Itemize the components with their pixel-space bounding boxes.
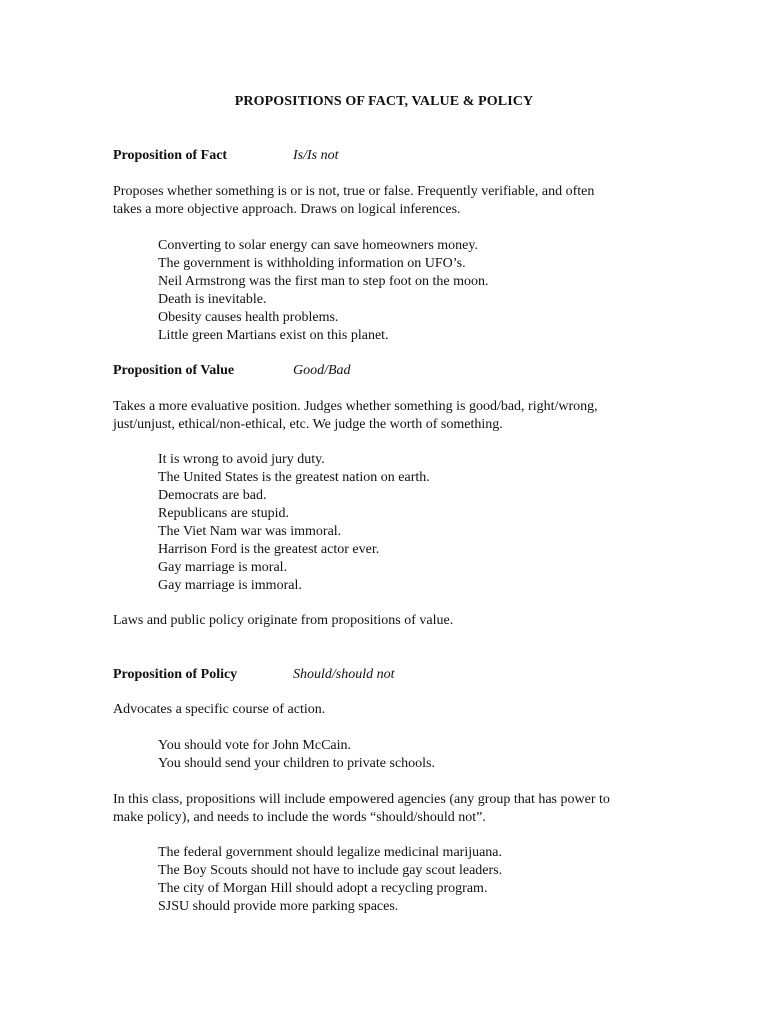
value-heading: Proposition of Value: [113, 363, 235, 378]
value-description-line: just/unjust, ethical/non-ethical, etc. We judge the worth of something.: [113, 417, 503, 432]
value-tag: Good/Bad: [293, 363, 351, 378]
policy-class-note-line: In this class, propositions will include empowered agencies (any group that has power to: [113, 792, 610, 807]
fact-example: Converting to solar energy can save homeowners money.: [158, 238, 478, 253]
value-description-line: Takes a more evaluative position. Judges whether something is good/bad, right/wrong,: [113, 399, 598, 414]
fact-example: The government is withholding information on UFO’s.: [158, 256, 466, 271]
fact-example: Death is inevitable.: [158, 292, 267, 307]
value-example: The Viet Nam war was immoral.: [158, 524, 342, 539]
policy-description: Advocates a specific course of action.: [113, 702, 326, 717]
fact-tag: Is/Is not: [293, 148, 339, 163]
policy-example: You should vote for John McCain.: [158, 738, 352, 753]
value-example: The United States is the greatest nation on earth.: [158, 470, 430, 485]
value-example: Republicans are stupid.: [158, 506, 290, 521]
value-example: Democrats are bad.: [158, 488, 267, 503]
policy-class-example: The city of Morgan Hill should adopt a recycling program.: [158, 881, 488, 896]
policy-heading: Proposition of Policy: [113, 667, 238, 682]
value-note: Laws and public policy originate from propositions of value.: [113, 613, 454, 628]
policy-class-example: The Boy Scouts should not have to include gay scout leaders.: [158, 863, 503, 878]
value-example: Gay marriage is moral.: [158, 560, 288, 575]
fact-example: Neil Armstrong was the first man to step foot on the moon.: [158, 274, 489, 289]
value-example: Harrison Ford is the greatest actor ever.: [158, 542, 380, 557]
fact-example: Obesity causes health problems.: [158, 310, 339, 325]
policy-tag: Should/should not: [293, 667, 395, 682]
fact-description-line: takes a more objective approach. Draws on logical inferences.: [113, 202, 461, 217]
policy-class-example: SJSU should provide more parking spaces.: [158, 899, 399, 914]
fact-example: Little green Martians exist on this planet.: [158, 328, 389, 343]
value-example: Gay marriage is immoral.: [158, 578, 302, 593]
policy-class-note-line: make policy), and needs to include the words “should/should not”.: [113, 810, 486, 825]
value-example: It is wrong to avoid jury duty.: [158, 452, 325, 467]
page-title: PROPOSITIONS OF FACT, VALUE & POLICY: [234, 94, 534, 109]
fact-heading: Proposition of Fact: [113, 148, 228, 163]
policy-class-example: The federal government should legalize medicinal marijuana.: [158, 845, 503, 860]
policy-example: You should send your children to private schools.: [158, 756, 435, 771]
fact-description-line: Proposes whether something is or is not, true or false. Frequently verifiable, and often: [113, 184, 595, 199]
